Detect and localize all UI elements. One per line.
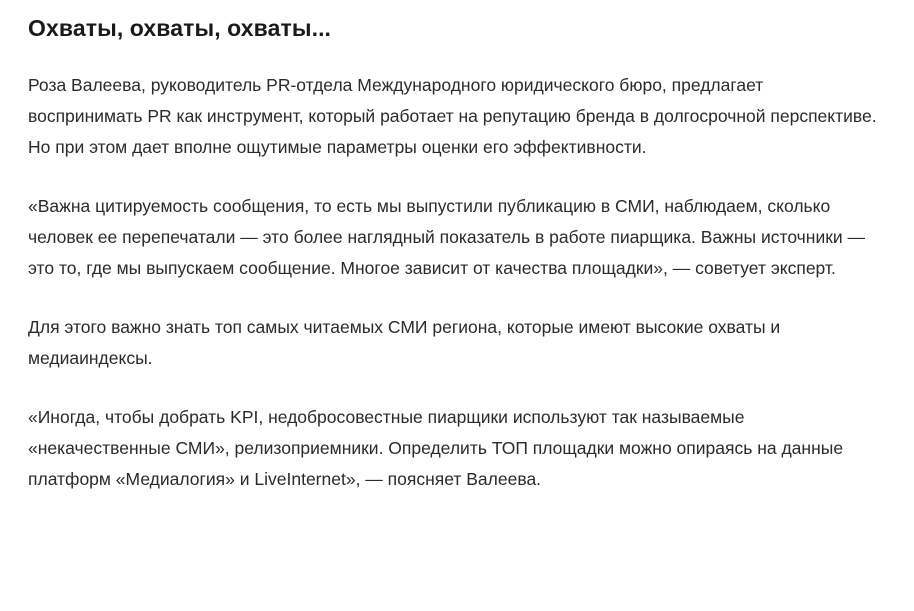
page-title: Охваты, охваты, охваты... — [28, 15, 332, 41]
article-paragraph-3: Для этого важно знать топ самых читаемых СМИ региона, которые имеют высокие охваты и медиаиндексы. — [28, 316, 781, 368]
article-paragraph-4: «Иногда, чтобы добрать KPI, недобросовестные пиарщики используют так называемые «некачественные СМИ», релизоприемники. Определить ТОП площадки можно опираясь на данные платформ «Медиалогия» и LiveInternet», — поясняет Валеева. — [28, 406, 844, 489]
article-paragraph-2: «Важна цитируемость сообщения, то есть мы выпустили публикацию в СМИ, наблюдаем, сколько человек ее перепечатали — это более наглядный показатель в работе пиарщика. Важны источники — это то, где мы выпускаем сообщение. Многое зависит от качества площадки», — советует эксперт. — [28, 195, 866, 278]
article-paragraph-1: Роза Валеева, руководитель PR-отдела Международного юридического бюро, предлагает воспринимать PR как инструмент, который работает на репутацию бренда в долгосрочной перспективе. Но при этом дает вполне ощутимые параметры оценки его эффективности. — [28, 74, 877, 157]
